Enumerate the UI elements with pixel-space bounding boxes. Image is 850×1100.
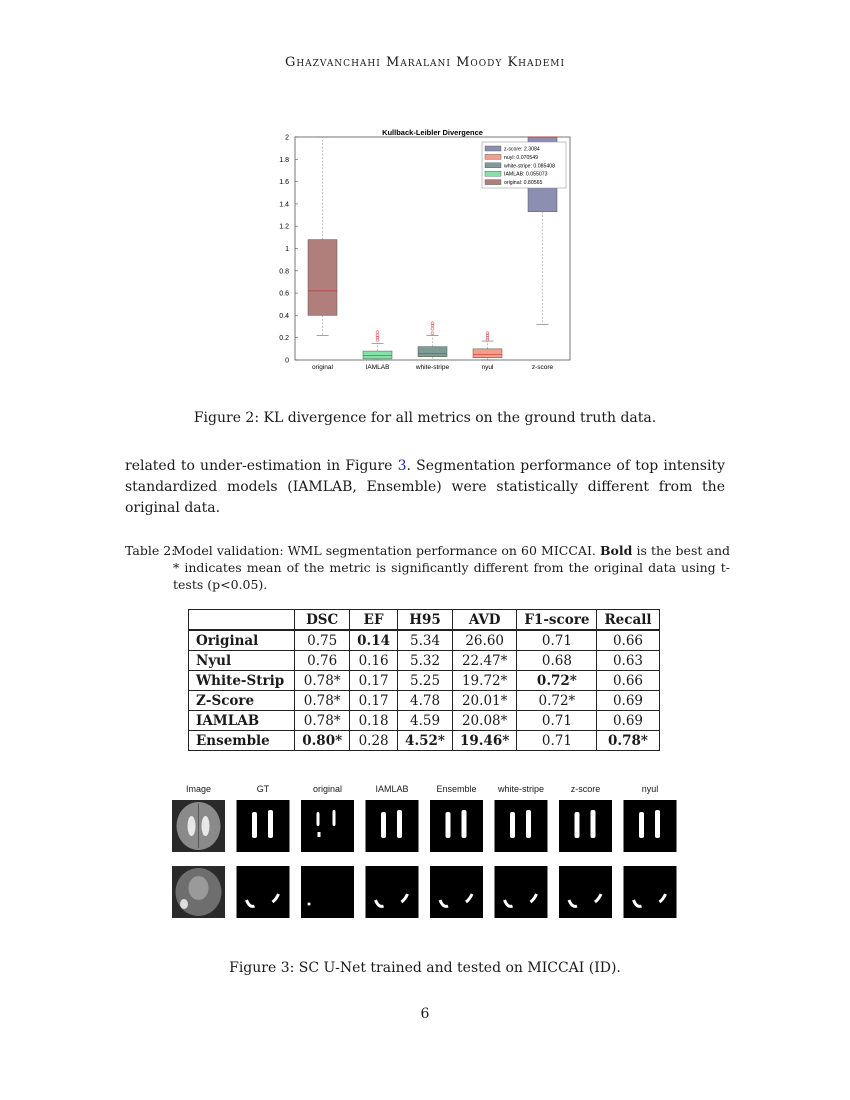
figure-column-title: IAMLAB: [375, 784, 409, 794]
table-cell: 0.68: [517, 651, 597, 671]
y-tick-label: 0.2: [279, 335, 289, 343]
paragraph-text-before: related to under-estimation in Figure: [125, 458, 398, 474]
legend-label: nuyl: 0.070549: [504, 154, 539, 161]
x-tick-label: original: [312, 364, 333, 371]
figure-2-caption: Figure 2: KL divergence for all metrics on the ground truth data.: [193, 410, 657, 426]
column-header: EF: [350, 610, 398, 631]
thumbnail-1-2: [301, 866, 354, 918]
table-cell: 20.08*: [453, 711, 517, 731]
mask-lesion-left: [510, 812, 515, 838]
mask-background: [366, 866, 419, 918]
mask-background: [237, 866, 290, 918]
box-IAMLAB: [363, 351, 392, 359]
thumbnail-1-4: [430, 866, 483, 918]
table-cell: 22.47*: [453, 651, 517, 671]
mask-background: [430, 866, 483, 918]
mask-background: [366, 800, 419, 852]
row-label: Z-Score: [189, 691, 295, 711]
mask-lesion-right: [462, 810, 467, 838]
row-label: Ensemble: [189, 731, 295, 751]
legend-swatch: [485, 146, 501, 151]
table-row: [189, 711, 660, 731]
legend-swatch: [485, 171, 501, 176]
figure-3-caption: Figure 3: SC U-Net trained and tested on MICCAI (ID).: [229, 960, 621, 976]
table-cell: 0.18: [350, 711, 398, 731]
column-header: H95: [398, 610, 453, 631]
mask-background: [559, 866, 612, 918]
figure-column-title: Image: [185, 784, 211, 794]
mask-lesion-left: [575, 812, 580, 838]
mask-background: [301, 800, 354, 852]
thumbnail-0-7: [624, 800, 677, 852]
mask-background: [430, 800, 483, 852]
mask-lesion-left: [317, 812, 320, 826]
table-row: [189, 671, 660, 691]
table-2-label: Table 2:: [125, 543, 176, 558]
table-row: [189, 630, 660, 651]
table-cell: 19.46*: [453, 731, 517, 751]
box-original: [308, 240, 337, 316]
column-header: Recall: [597, 610, 659, 631]
x-tick-label: white-stripe: [415, 364, 450, 371]
column-header: F1-score: [517, 610, 597, 631]
lesion-left: [188, 816, 196, 836]
thumbnail-0-3: [366, 800, 419, 852]
table-cell: 19.72*: [453, 671, 517, 691]
box-nyul: [473, 349, 502, 358]
legend-label: IAMLAB: 0.055073: [504, 171, 548, 178]
thumbnail-0-0: [172, 800, 225, 852]
figure-column-title: z-score: [570, 784, 601, 794]
y-tick-label: 1.6: [279, 179, 289, 187]
table-cell: 0.16: [350, 651, 398, 671]
table-cell: 0.76: [295, 651, 350, 671]
table-cell: 0.78*: [295, 711, 350, 731]
thumbnail-0-4: [430, 800, 483, 852]
mask-lesion-left: [639, 812, 644, 838]
thumbnail-0-6: [559, 800, 612, 852]
row-label: Nyul: [189, 651, 295, 671]
mask-lesion-right: [591, 810, 596, 838]
table-cell: 0.72*: [517, 691, 597, 711]
thumbnail-0-2: [301, 800, 354, 852]
y-tick-label: 0: [285, 357, 289, 365]
table-cell: 4.52*: [398, 731, 453, 751]
mask-lesion-right: [526, 810, 531, 838]
table-cell: 0.28: [350, 731, 398, 751]
table-2-caption-part-a: Model validation: WML segmentation performance on 60 MICCAI.: [173, 543, 600, 558]
mask-lesion-right: [655, 810, 660, 838]
table-cell: 0.71: [517, 711, 597, 731]
results-table: [188, 609, 660, 751]
table-2-caption-part-b: is the best and * indicates mean of the metric is significantly different from the original data using t-tests (p<0.05).: [173, 543, 730, 592]
mask-lesion-left: [252, 812, 257, 838]
mask-background: [624, 866, 677, 918]
table-cell: 4.78: [398, 691, 453, 711]
thumbnail-1-7: [624, 866, 677, 918]
figure-column-title: original: [312, 784, 343, 794]
box-white-stripe: [418, 347, 447, 357]
mask-background: [624, 800, 677, 852]
table-cell: 0.78*: [295, 671, 350, 691]
mask-lesion-small: [318, 832, 321, 837]
thumbnail-1-5: [495, 866, 548, 918]
mask-lesion-right: [268, 810, 273, 838]
legend-swatch: [485, 154, 501, 159]
mask-background: [495, 866, 548, 918]
column-header: [189, 610, 295, 631]
mask-lesion-dot: [308, 903, 311, 906]
table-row: [189, 651, 660, 671]
table-cell: 0.66: [597, 630, 659, 651]
mask-lesion-left: [381, 812, 386, 838]
table-cell: 0.17: [350, 691, 398, 711]
y-tick-label: 0.8: [279, 268, 289, 276]
legend-swatch: [485, 180, 501, 185]
x-tick-label: IAMLAB: [365, 364, 390, 371]
segmentation-figure: [160, 784, 700, 924]
paragraph-text-after: . Segmentation performance of top intensity standardized models (IAMLAB, Ensemble) were statistically different from the original data.: [125, 458, 725, 516]
y-tick-label: 1.4: [279, 201, 289, 209]
column-header: AVD: [453, 610, 517, 631]
mask-lesion-left: [446, 812, 451, 838]
mask-background: [301, 866, 354, 918]
y-tick-label: 0.4: [279, 312, 289, 320]
page-number: 6: [420, 1006, 430, 1022]
table-2-caption: [125, 542, 730, 593]
table-cell: 0.69: [597, 711, 659, 731]
legend-label: z-score: 2.3084: [504, 146, 540, 153]
table-cell: 0.71: [517, 630, 597, 651]
thumbnail-1-6: [559, 866, 612, 918]
table-2-caption-bold: Bold: [599, 543, 633, 558]
y-tick-label: 1: [285, 246, 289, 253]
figure-column-title: Ensemble: [436, 784, 477, 794]
row-label: IAMLAB: [189, 711, 295, 731]
legend-label: original: 0.80565: [504, 180, 543, 187]
legend-swatch: [485, 163, 501, 168]
thumbnail-0-1: [237, 800, 290, 852]
brain-center: [189, 876, 209, 900]
table-cell: 0.78*: [597, 731, 659, 751]
figure-column-title: GT: [256, 784, 270, 794]
column-header: DSC: [295, 610, 350, 631]
row-label: White-Strip: [189, 671, 295, 691]
table-cell: 5.25: [398, 671, 453, 691]
running-header: Ghazvanchahi Maralani Moody Khademi: [284, 55, 566, 70]
mask-background: [559, 800, 612, 852]
thumbnail-1-3: [366, 866, 419, 918]
table-cell: 0.14: [350, 630, 398, 651]
mask-background: [237, 800, 290, 852]
legend-label: white-stripe: 0.085408: [504, 163, 556, 170]
chart-title: Kullback-Leibler Divergence: [382, 128, 483, 137]
table-row: [189, 691, 660, 711]
table-cell: 26.60: [453, 630, 517, 651]
figure-3-reference-link[interactable]: 3: [397, 458, 407, 474]
x-tick-label: z-score: [531, 364, 554, 371]
lesion-right: [202, 816, 210, 836]
x-tick-label: nyul: [481, 364, 494, 371]
body-paragraph: [125, 456, 725, 519]
y-tick-label: 1.8: [279, 156, 289, 164]
y-tick-label: 2: [285, 134, 289, 142]
table-cell: 0.63: [597, 651, 659, 671]
table-cell: 0.80*: [295, 731, 350, 751]
table-cell: 5.32: [398, 651, 453, 671]
y-tick-label: 0.6: [279, 290, 289, 298]
table-cell: 5.34: [398, 630, 453, 651]
thumbnail-1-0: [172, 866, 225, 918]
thumbnail-0-5: [495, 800, 548, 852]
table-cell: 0.78*: [295, 691, 350, 711]
table-cell: 0.72*: [517, 671, 597, 691]
mask-background: [495, 800, 548, 852]
mask-lesion-right: [397, 810, 402, 838]
table-cell: 0.75: [295, 630, 350, 651]
segmentation-thumbnails: [160, 784, 700, 924]
lesion-spot: [180, 899, 188, 909]
table-row: [189, 731, 660, 751]
y-tick-label: 1.2: [279, 223, 289, 231]
table-header-row: [189, 610, 660, 631]
kl-divergence-chart: [270, 125, 590, 375]
table-cell: 4.59: [398, 711, 453, 731]
figure-column-title: nyul: [641, 784, 659, 794]
table-cell: 0.71: [517, 731, 597, 751]
mask-lesion-right: [333, 810, 336, 826]
figure-column-title: white-stripe: [497, 784, 544, 794]
table-cell: 0.69: [597, 691, 659, 711]
table-cell: 20.01*: [453, 691, 517, 711]
row-label: Original: [189, 630, 295, 651]
table-cell: 0.17: [350, 671, 398, 691]
thumbnail-1-1: [237, 866, 290, 918]
table-cell: 0.66: [597, 671, 659, 691]
